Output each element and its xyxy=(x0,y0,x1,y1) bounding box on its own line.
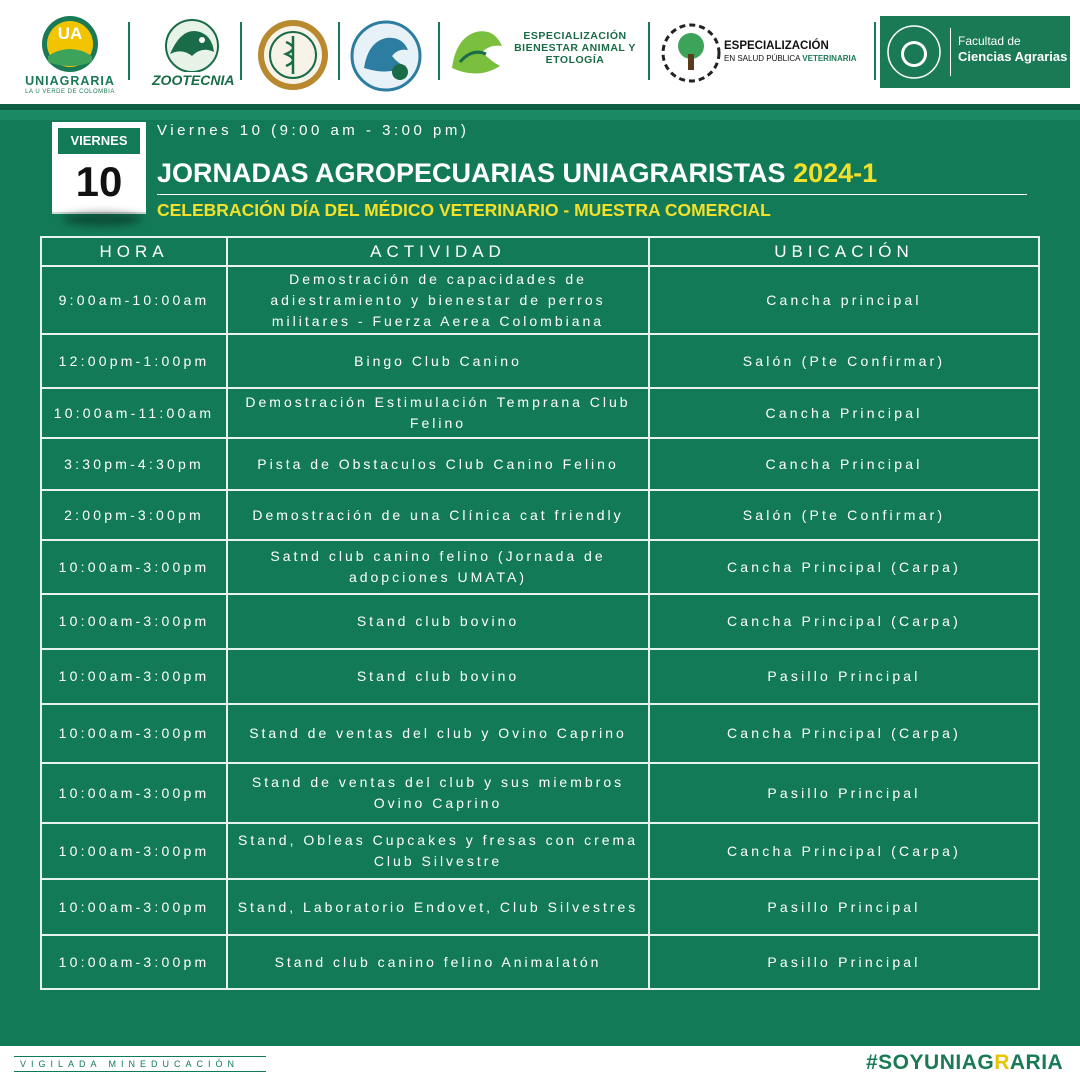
cell-ubicacion: Cancha Principal xyxy=(649,438,1039,490)
cell-hora: 10:00am-11:00am xyxy=(41,388,227,438)
animal-hands-icon xyxy=(446,18,508,88)
header-rule-light xyxy=(0,110,1080,120)
caduceus-seal-icon xyxy=(256,18,330,92)
logo-strip xyxy=(0,0,1080,104)
event-title xyxy=(157,158,877,189)
fauna-logo xyxy=(346,16,426,102)
cell-actividad: Satnd club canino felino (Jornada de adopciones UMATA) xyxy=(227,540,649,594)
column-header-ubicacion: UBICACIÓN xyxy=(649,237,1039,266)
esp-bienestar-text: ESPECIALIZACIÓN BIENESTAR ANIMAL Y ETOLOGÍA xyxy=(514,30,636,66)
uniagraria-seal-icon xyxy=(880,16,946,88)
table-row xyxy=(41,935,1039,989)
table-row xyxy=(41,704,1039,763)
cell-actividad: Stand club canino felino Animalatón xyxy=(227,935,649,989)
hashtag-part-c: ARIA xyxy=(1009,1051,1064,1074)
title-rule xyxy=(157,194,1027,195)
table-header-row xyxy=(41,237,1039,266)
cell-ubicacion: Salón (Pte Confirmar) xyxy=(649,334,1039,388)
cell-hora: 10:00am-3:00pm xyxy=(41,704,227,763)
cell-actividad: Stand club bovino xyxy=(227,594,649,649)
cell-ubicacion: Cancha Principal (Carpa) xyxy=(649,540,1039,594)
cell-hora: 10:00am-3:00pm xyxy=(41,935,227,989)
uniagraria-wordmark: UNIAGRARIA xyxy=(25,74,115,88)
table-row xyxy=(41,540,1039,594)
fca-divider xyxy=(950,28,951,76)
event-title-year: 2024-1 xyxy=(793,158,878,188)
cell-actividad: Stand de ventas del club y sus miembros Ovino Caprino xyxy=(227,763,649,823)
esp-salud-subtitle-b: VETERINARIA xyxy=(802,54,857,63)
uniagraria-tagline: LA U VERDE DE COLOMBIA xyxy=(25,89,115,95)
calendar-shadow xyxy=(62,212,142,226)
cell-actividad: Demostración Estimulación Temprana Club Felino xyxy=(227,388,649,438)
event-subtitle: CELEBRACIÓN DÍA DEL MÉDICO VETERINARIO - MUESTRA COMERCIAL xyxy=(157,200,771,220)
cell-ubicacion: Cancha Principal (Carpa) xyxy=(649,594,1039,649)
cell-actividad: Demostración de una Clínica cat friendly xyxy=(227,490,649,540)
table-row xyxy=(41,438,1039,490)
cell-actividad: Demostración de capacidades de adiestramiento y bienestar de perros militares - Fuerza Aerea Colombiana xyxy=(227,266,649,334)
table-row xyxy=(41,763,1039,823)
cell-hora: 10:00am-3:00pm xyxy=(41,763,227,823)
cell-hora: 9:00am-10:00am xyxy=(41,266,227,334)
event-title-text: JORNADAS AGROPECUARIAS UNIAGRARISTAS xyxy=(157,158,786,188)
table-row xyxy=(41,266,1039,334)
cell-ubicacion: Cancha principal xyxy=(649,266,1039,334)
cell-ubicacion: Pasillo Principal xyxy=(649,935,1039,989)
hashtag-part-a: #SOYUNIAG xyxy=(866,1051,995,1074)
cell-actividad: Stand club bovino xyxy=(227,649,649,704)
cell-hora: 10:00am-3:00pm xyxy=(41,879,227,935)
logo-divider xyxy=(240,22,242,80)
cell-hora: 12:00pm-1:00pm xyxy=(41,334,227,388)
cell-actividad: Bingo Club Canino xyxy=(227,334,649,388)
animal-heads-icon xyxy=(152,16,232,72)
calendar-day: 10 xyxy=(75,158,123,205)
cell-actividad: Stand, Obleas Cupcakes y fresas con crema Club Silvestre xyxy=(227,823,649,879)
cell-actividad: Pista de Obstaculos Club Canino Felino xyxy=(227,438,649,490)
cell-actividad: Stand, Laboratorio Endovet, Club Silvestres xyxy=(227,879,649,935)
logo-divider xyxy=(128,22,130,80)
cell-ubicacion: Cancha Principal (Carpa) xyxy=(649,823,1039,879)
veterinary-seal-logo xyxy=(256,18,330,92)
logo-divider xyxy=(338,22,340,80)
fca-line2: Ciencias Agrarias xyxy=(958,49,1068,64)
event-date-line: Viernes 10 (9:00 am - 3:00 pm) xyxy=(157,122,470,139)
cell-ubicacion: Pasillo Principal xyxy=(649,763,1039,823)
esp-salud-logo xyxy=(660,18,870,88)
table-row xyxy=(41,823,1039,879)
esp-salud-subtitle xyxy=(724,54,857,63)
column-header-actividad: ACTIVIDAD xyxy=(227,237,649,266)
cell-ubicacion: Cancha Principal xyxy=(649,388,1039,438)
facultad-ciencias-agrarias-logo xyxy=(880,16,1070,88)
cell-actividad: Stand de ventas del club y Ovino Caprino xyxy=(227,704,649,763)
table-row xyxy=(41,879,1039,935)
cell-hora: 10:00am-3:00pm xyxy=(41,540,227,594)
table-row xyxy=(41,388,1039,438)
table-row xyxy=(41,649,1039,704)
cell-hora: 10:00am-3:00pm xyxy=(41,649,227,704)
cell-hora: 3:30pm-4:30pm xyxy=(41,438,227,490)
zootecnia-logo xyxy=(152,16,235,96)
uniagraria-logo xyxy=(14,12,126,96)
cell-ubicacion: Pasillo Principal xyxy=(649,879,1039,935)
schedule-body xyxy=(41,266,1039,989)
schedule-table xyxy=(40,236,1040,990)
cell-hora: 10:00am-3:00pm xyxy=(41,594,227,649)
uniagraria-initials: UA xyxy=(57,24,83,43)
logo-divider xyxy=(874,22,876,80)
logo-divider xyxy=(648,22,650,80)
hashtag-part-b: R xyxy=(994,1051,1010,1074)
logo-divider xyxy=(438,22,440,80)
table-row xyxy=(41,334,1039,388)
vigilada-mineducacion: VIGILADA MINEDUCACIÓN xyxy=(14,1056,266,1072)
cell-ubicacion: Cancha Principal (Carpa) xyxy=(649,704,1039,763)
calendar-weekday: VIERNES xyxy=(58,128,140,154)
zootecnia-wordmark: ZOOTECNIA xyxy=(152,72,235,88)
horse-dog-icon xyxy=(346,16,426,102)
calendar-badge xyxy=(52,122,146,212)
esp-bienestar-logo xyxy=(446,18,642,88)
table-row xyxy=(41,490,1039,540)
esp-salud-title: ESPECIALIZACIÓN xyxy=(724,40,829,52)
esp-salud-subtitle-a: EN SALUD PÚBLICA xyxy=(724,54,801,63)
cell-ubicacion: Pasillo Principal xyxy=(649,649,1039,704)
tree-animals-icon xyxy=(660,18,722,88)
cell-ubicacion: Salón (Pte Confirmar) xyxy=(649,490,1039,540)
hashtag-soyuniagraria xyxy=(866,1051,1063,1075)
fca-line1: Facultad de xyxy=(958,34,1021,48)
cell-hora: 2:00pm-3:00pm xyxy=(41,490,227,540)
table-row xyxy=(41,594,1039,649)
column-header-hora: HORA xyxy=(41,237,227,266)
cell-hora: 10:00am-3:00pm xyxy=(41,823,227,879)
